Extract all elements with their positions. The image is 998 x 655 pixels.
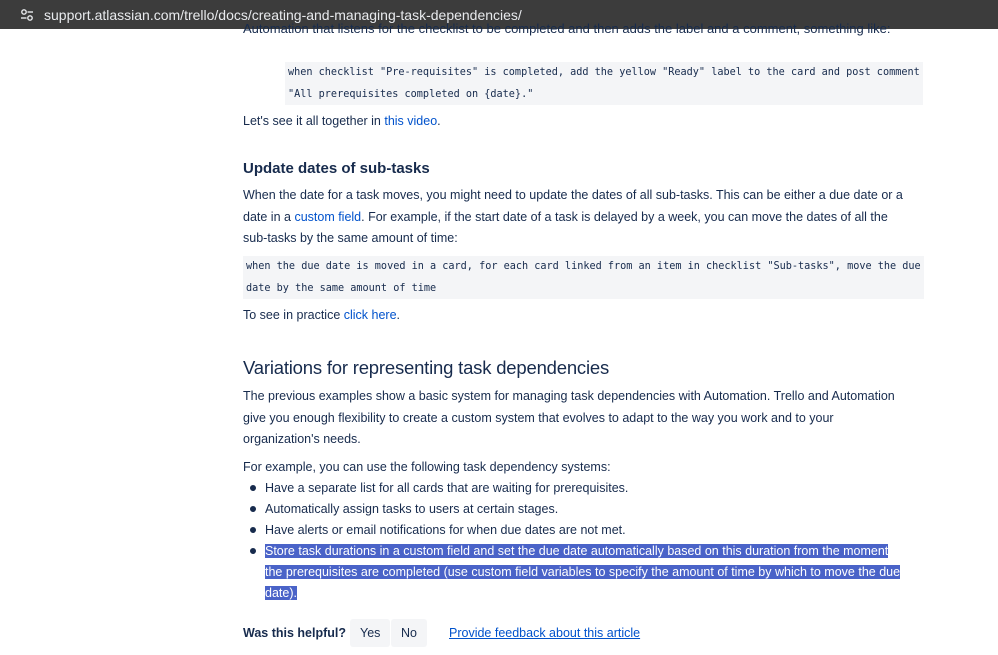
heading-update-dates: Update dates of sub-tasks [243,160,430,177]
code-line: when the due date is moved in a card, for each card linked from an item in checklist "Sub-tasks", move the due [246,261,921,272]
list-item: Automatically assign tasks to users at certain stages. [248,499,908,520]
subtasks-paragraph: When the date for a task moves, you might need to update the dates of all sub-tasks. This can be either a due date or a date in a custom field. For example, if the start date of a task is delayed by a week, you can move the dates of all the sub-tasks by the same amount of time: [243,188,903,245]
example-intro: For example, you can use the following task dependency systems: [243,460,611,474]
custom-field-link[interactable]: custom field [294,209,362,224]
code-block-subtasks [243,256,924,299]
url-text[interactable]: support.atlassian.com/trello/docs/creating-and-managing-task-dependencies/ [44,7,522,23]
yes-button[interactable]: Yes [350,619,390,647]
code-line: "All prerequisites completed on {date}." [288,88,534,100]
code-block-prerequisites [285,62,923,105]
variations-paragraph: The previous examples show a basic system for managing task dependencies with Automation. Trello and Automation give you enough flexibility to create a custom system that evolves to adapt to the way you work and to your organization's needs. [243,389,895,446]
list-item: Have a separate list for all cards that are waiting for prerequisites. [248,478,908,499]
code-line: when checklist "Pre-requisites" is completed, add the yellow "Ready" label to the card and post comment [288,67,920,78]
dependency-systems-list [248,478,908,604]
selected-text: Store task durations in a custom field and set the due date automatically based on this duration from the moment the prerequisites are completed (use custom field variables to specify the amount of time by which to move the due date). [265,544,901,600]
this-video-link[interactable]: this video [384,114,438,128]
list-item-selected [248,541,908,604]
list-item: Have alerts or email notifications for when due dates are not met. [248,520,908,541]
was-this-helpful-label: Was this helpful? [243,626,347,640]
heading-variations: Variations for representing task dependencies [243,357,610,378]
video-paragraph: Let's see it all together in this video. [243,114,441,128]
code-line: date by the same amount of time [246,282,437,294]
provide-feedback-link[interactable]: Provide feedback about this article [449,626,641,640]
click-here-link[interactable]: click here [343,308,397,322]
no-button[interactable]: No [391,619,427,647]
clipped-text-line: Automation that listens for the checklist to be completed and then adds the label and a comment, something like: [243,21,891,36]
practice-paragraph: To see in practice click here. [243,308,401,322]
